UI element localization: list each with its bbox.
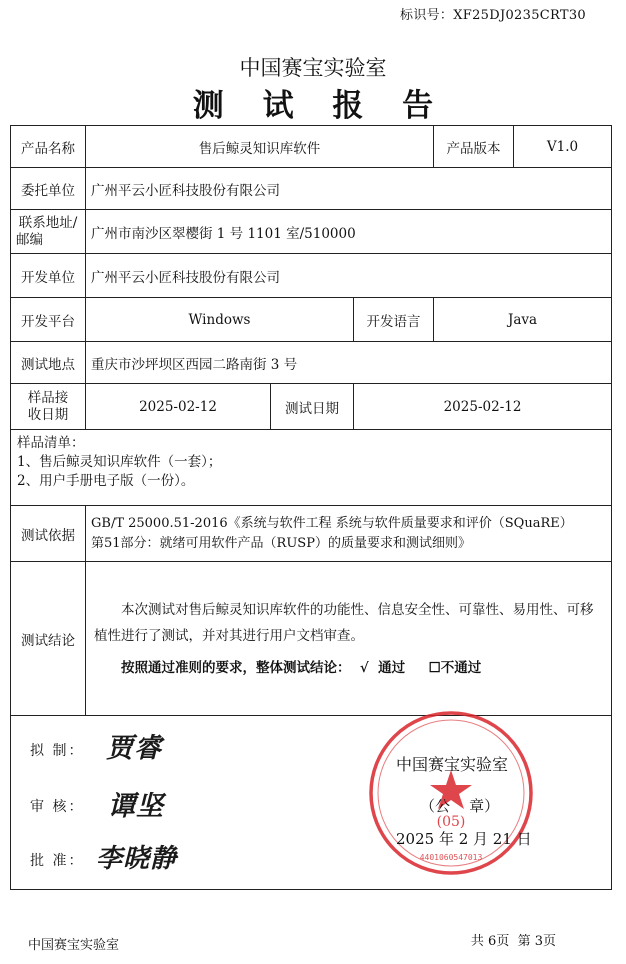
platform: Windows — [86, 298, 354, 342]
location: 重庆市沙坪坝区西园二路南街 3 号 — [86, 342, 612, 384]
row-client — [11, 168, 612, 210]
sample-item: 1、售后鲸灵知识库软件（一套）； — [17, 454, 222, 470]
platform-label: 开发平台 — [11, 298, 86, 342]
language-label: 开发语言 — [354, 298, 434, 342]
lab-name: 中国赛宝实验室 — [239, 56, 387, 80]
row-dates — [11, 384, 612, 430]
test-date-label: 测试日期 — [271, 384, 354, 430]
page-number: 共 6页 第 3页 — [470, 934, 556, 949]
conclusion — [86, 562, 612, 716]
seal-icon — [366, 708, 536, 878]
row-basis — [11, 506, 612, 562]
client: 广州平云小匠科技股份有限公司 — [86, 168, 612, 210]
approve-label: 批 准： — [30, 853, 85, 869]
footer-lab: 中国赛宝实验室 — [28, 938, 120, 953]
language: Java — [434, 298, 612, 342]
developer: 广州平云小匠科技股份有限公司 — [86, 254, 612, 298]
receive-label-line1: 样品接 — [27, 389, 69, 406]
seal-org: 中国赛宝实验室 — [396, 755, 509, 774]
test-date: 2025-02-12 — [354, 384, 612, 430]
receive-date: 2025-02-12 — [86, 384, 271, 430]
row-product — [11, 126, 612, 168]
svg-text:(05): (05) — [436, 814, 466, 830]
receive-label-line2: 收日期 — [27, 406, 69, 423]
draft-label: 拟 制： — [30, 743, 85, 759]
receive-date-label — [11, 384, 86, 430]
seal-label: （公 章） — [420, 797, 500, 815]
address-label-line2: 邮编 — [16, 231, 43, 248]
basis-line2: 第51部分：就绪可用软件产品（RUSP）的质量要求和测试细则》 — [91, 535, 471, 551]
seal-date: 2025 年 2 月 21 日 — [396, 830, 532, 848]
product-version: V1.0 — [514, 126, 612, 168]
basis-label: 测试依据 — [11, 506, 86, 562]
product-version-label: 产品版本 — [434, 126, 514, 168]
conclusion-text: 本次测试对售后鲸灵知识库软件的功能性、信息安全性、可靠性、易用性、可移植性进行了测试，并对其进行用户文档审查。 — [94, 601, 594, 644]
row-conclusion — [11, 562, 612, 716]
basis — [86, 506, 612, 562]
location-label: 测试地点 — [11, 342, 86, 384]
product-name-label: 产品名称 — [11, 126, 86, 168]
sample-item: 2、用户手册电子版（一份）。 — [17, 473, 195, 489]
address-label — [11, 210, 86, 254]
developer-label: 开发单位 — [11, 254, 86, 298]
row-sample-list — [11, 430, 612, 506]
client-label: 委托单位 — [11, 168, 86, 210]
row-location — [11, 342, 612, 384]
identifier: 标识号：XF25DJ0235CRT30 — [400, 8, 586, 23]
row-platform — [11, 298, 612, 342]
conclusion-verdict: 按照通过准则的要求，整体测试结论： √ 通过 ☐不通过 — [121, 659, 482, 676]
row-developer — [11, 254, 612, 298]
conclusion-label: 测试结论 — [11, 562, 86, 716]
review-signature: 谭坚 — [108, 791, 164, 822]
official-seal — [366, 708, 536, 878]
row-address — [11, 210, 612, 254]
report-title: 测 试 报 告 — [192, 88, 448, 124]
address-label-line1: 联系地址/ — [18, 214, 78, 231]
svg-text:4401060547013: 4401060547013 — [419, 853, 483, 862]
sample-list — [11, 430, 612, 506]
address: 广州市南沙区翠樱街 1 号 1101 室/510000 — [86, 210, 612, 254]
basis-line1: GB/T 25000.51-2016《系统与软件工程 系统与软件质量要求和评价（SQuaRE） — [91, 515, 573, 531]
review-label: 审 核： — [30, 799, 85, 815]
draft-signature: 贾睿 — [106, 733, 162, 764]
product-name: 售后鲸灵知识库软件 — [86, 126, 434, 168]
sample-list-title: 样品清单： — [17, 435, 85, 451]
approve-signature: 李晓静 — [96, 844, 178, 874]
